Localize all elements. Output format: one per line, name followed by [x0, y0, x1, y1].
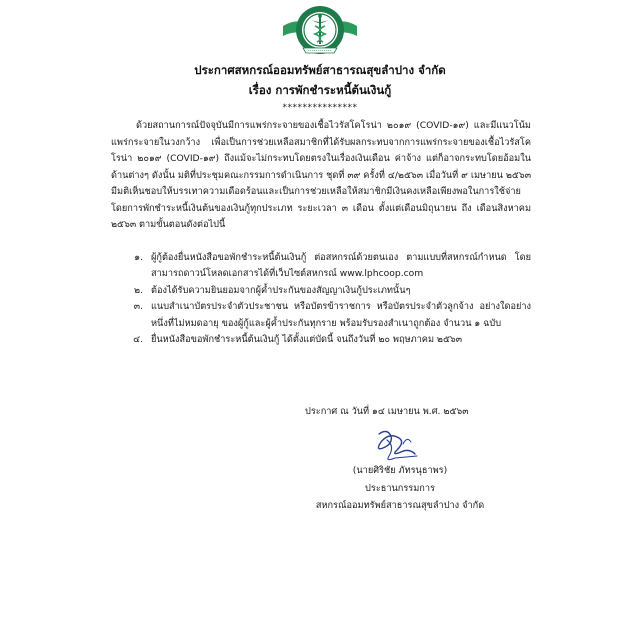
- item-number: ๒.: [134, 284, 143, 296]
- signer-block: [300, 462, 500, 515]
- steps-list: [111, 250, 531, 349]
- title-separator: ***************: [282, 103, 358, 113]
- title-line-1: ประกาศสหกรณ์ออมทรัพย์สาธารณสุขลำปาง จำกัด: [194, 63, 446, 77]
- signer-organization: สหกรณ์ออมทรัพย์สาธารณสุขลำปาง จำกัด: [315, 500, 485, 511]
- header: [0, 60, 640, 116]
- signer-name: (นายศิริชัย ภัทรนุธาพร): [352, 465, 448, 476]
- item-number: ๔.: [133, 334, 143, 345]
- list-item: [111, 299, 531, 332]
- issue-date: ประกาศ ณ วันที่ ๑๔ เมษายน พ.ศ. ๒๕๖๓: [305, 406, 469, 417]
- handwritten-signature-icon: [365, 426, 425, 464]
- item-text: แนบสำเนาบัตรประจำตัวประชาชน หรือบัตรข้าราชการ หรือบัตรประจำตัวลูกจ้าง อย่างใดอย่างหนึ่งที่ไม่หมดอายุ ของผู้กู้และผู้ค้ำประกันทุกราย พร้อมรับรองสำเนาถูกต้อง จำนวน ๑ ฉบับ: [151, 301, 531, 329]
- title-line-2: เรื่อง การพักชำระหนี้ต้นเงินกู้: [248, 83, 392, 97]
- list-item: [111, 332, 531, 349]
- item-text: ยื่นหนังสือขอพักชำระหนี้ต้นเงินกู้ ได้ตั้งแต่บัดนี้ จนถึงวันที่ ๒๐ พฤษภาคม ๒๕๖๓: [151, 334, 463, 345]
- cooperative-logo-icon: [277, 4, 363, 56]
- signer-title: ประธานกรรมการ: [365, 482, 435, 494]
- item-number: ๑.: [134, 251, 143, 263]
- item-text: ผู้กู้ต้องยื่นหนังสือขอพักชำระหนี้ต้นเงินกู้ ต่อสหกรณ์ด้วยตนเอง ตามแบบที่สหกรณ์กำหนด โดยสามารถดาวน์โหลดเอกสารได้ที่เว็บไซต์สหกรณ์ www.lphcoop.com: [151, 251, 531, 279]
- intro-paragraph: ด้วยสถานการณ์ปัจจุบันมีการแพร่กระจายของเชื้อไวรัสโคโรน่า ๒๐๑๙ (COVID-๑๙) และมีแนวโน้มแพร่กระจายในวงกว้าง เพื่อเป็นการช่วยเหลือสมาชิกที่ได้รับผลกระทบจากการแพร่กระจายของเชื้อไวรัสโคโรน่า ๒๐๑๙ (COVID-๑๙) ถึงแม้จะไม่กระทบโดยตรงในเรื่องเงินเดือน ค่าจ้าง แต่ก็อาจกระทบโดยอ้อมในด้านต่างๆ ดังนั้น มติที่ประชุมคณะกรรมการดำเนินการ ชุดที่ ๓๙ ครั้งที่ ๔/๒๕๖๓ เมื่อวันที่ ๙ เมษายน ๒๕๖๓ มีมติเห็นชอบให้บรรเทาความเดือดร้อนและเป็นการช่วยเหลือให้สมาชิกมีเงินคงเหลือเพียงพอในการใช้จ่ายโดยการพักชำระหนี้เงินต้นของเงินกู้ทุกประเภท ระยะเวลา ๓ เดือน ตั้งแต่เดือนมิถุนายน ถึง เดือนสิงหาคม ๒๕๖๓ ตามขั้นตอนดังต่อไปนี้: [111, 120, 531, 230]
- item-number: ๓.: [133, 301, 143, 312]
- list-item: [111, 283, 531, 300]
- item-text: ต้องได้รับความยินยอมจากผู้ค้ำประกันของสัญญาเงินกู้ประเภทนั้นๆ: [151, 284, 411, 296]
- announcement-body: [111, 118, 531, 349]
- list-item: [111, 250, 531, 283]
